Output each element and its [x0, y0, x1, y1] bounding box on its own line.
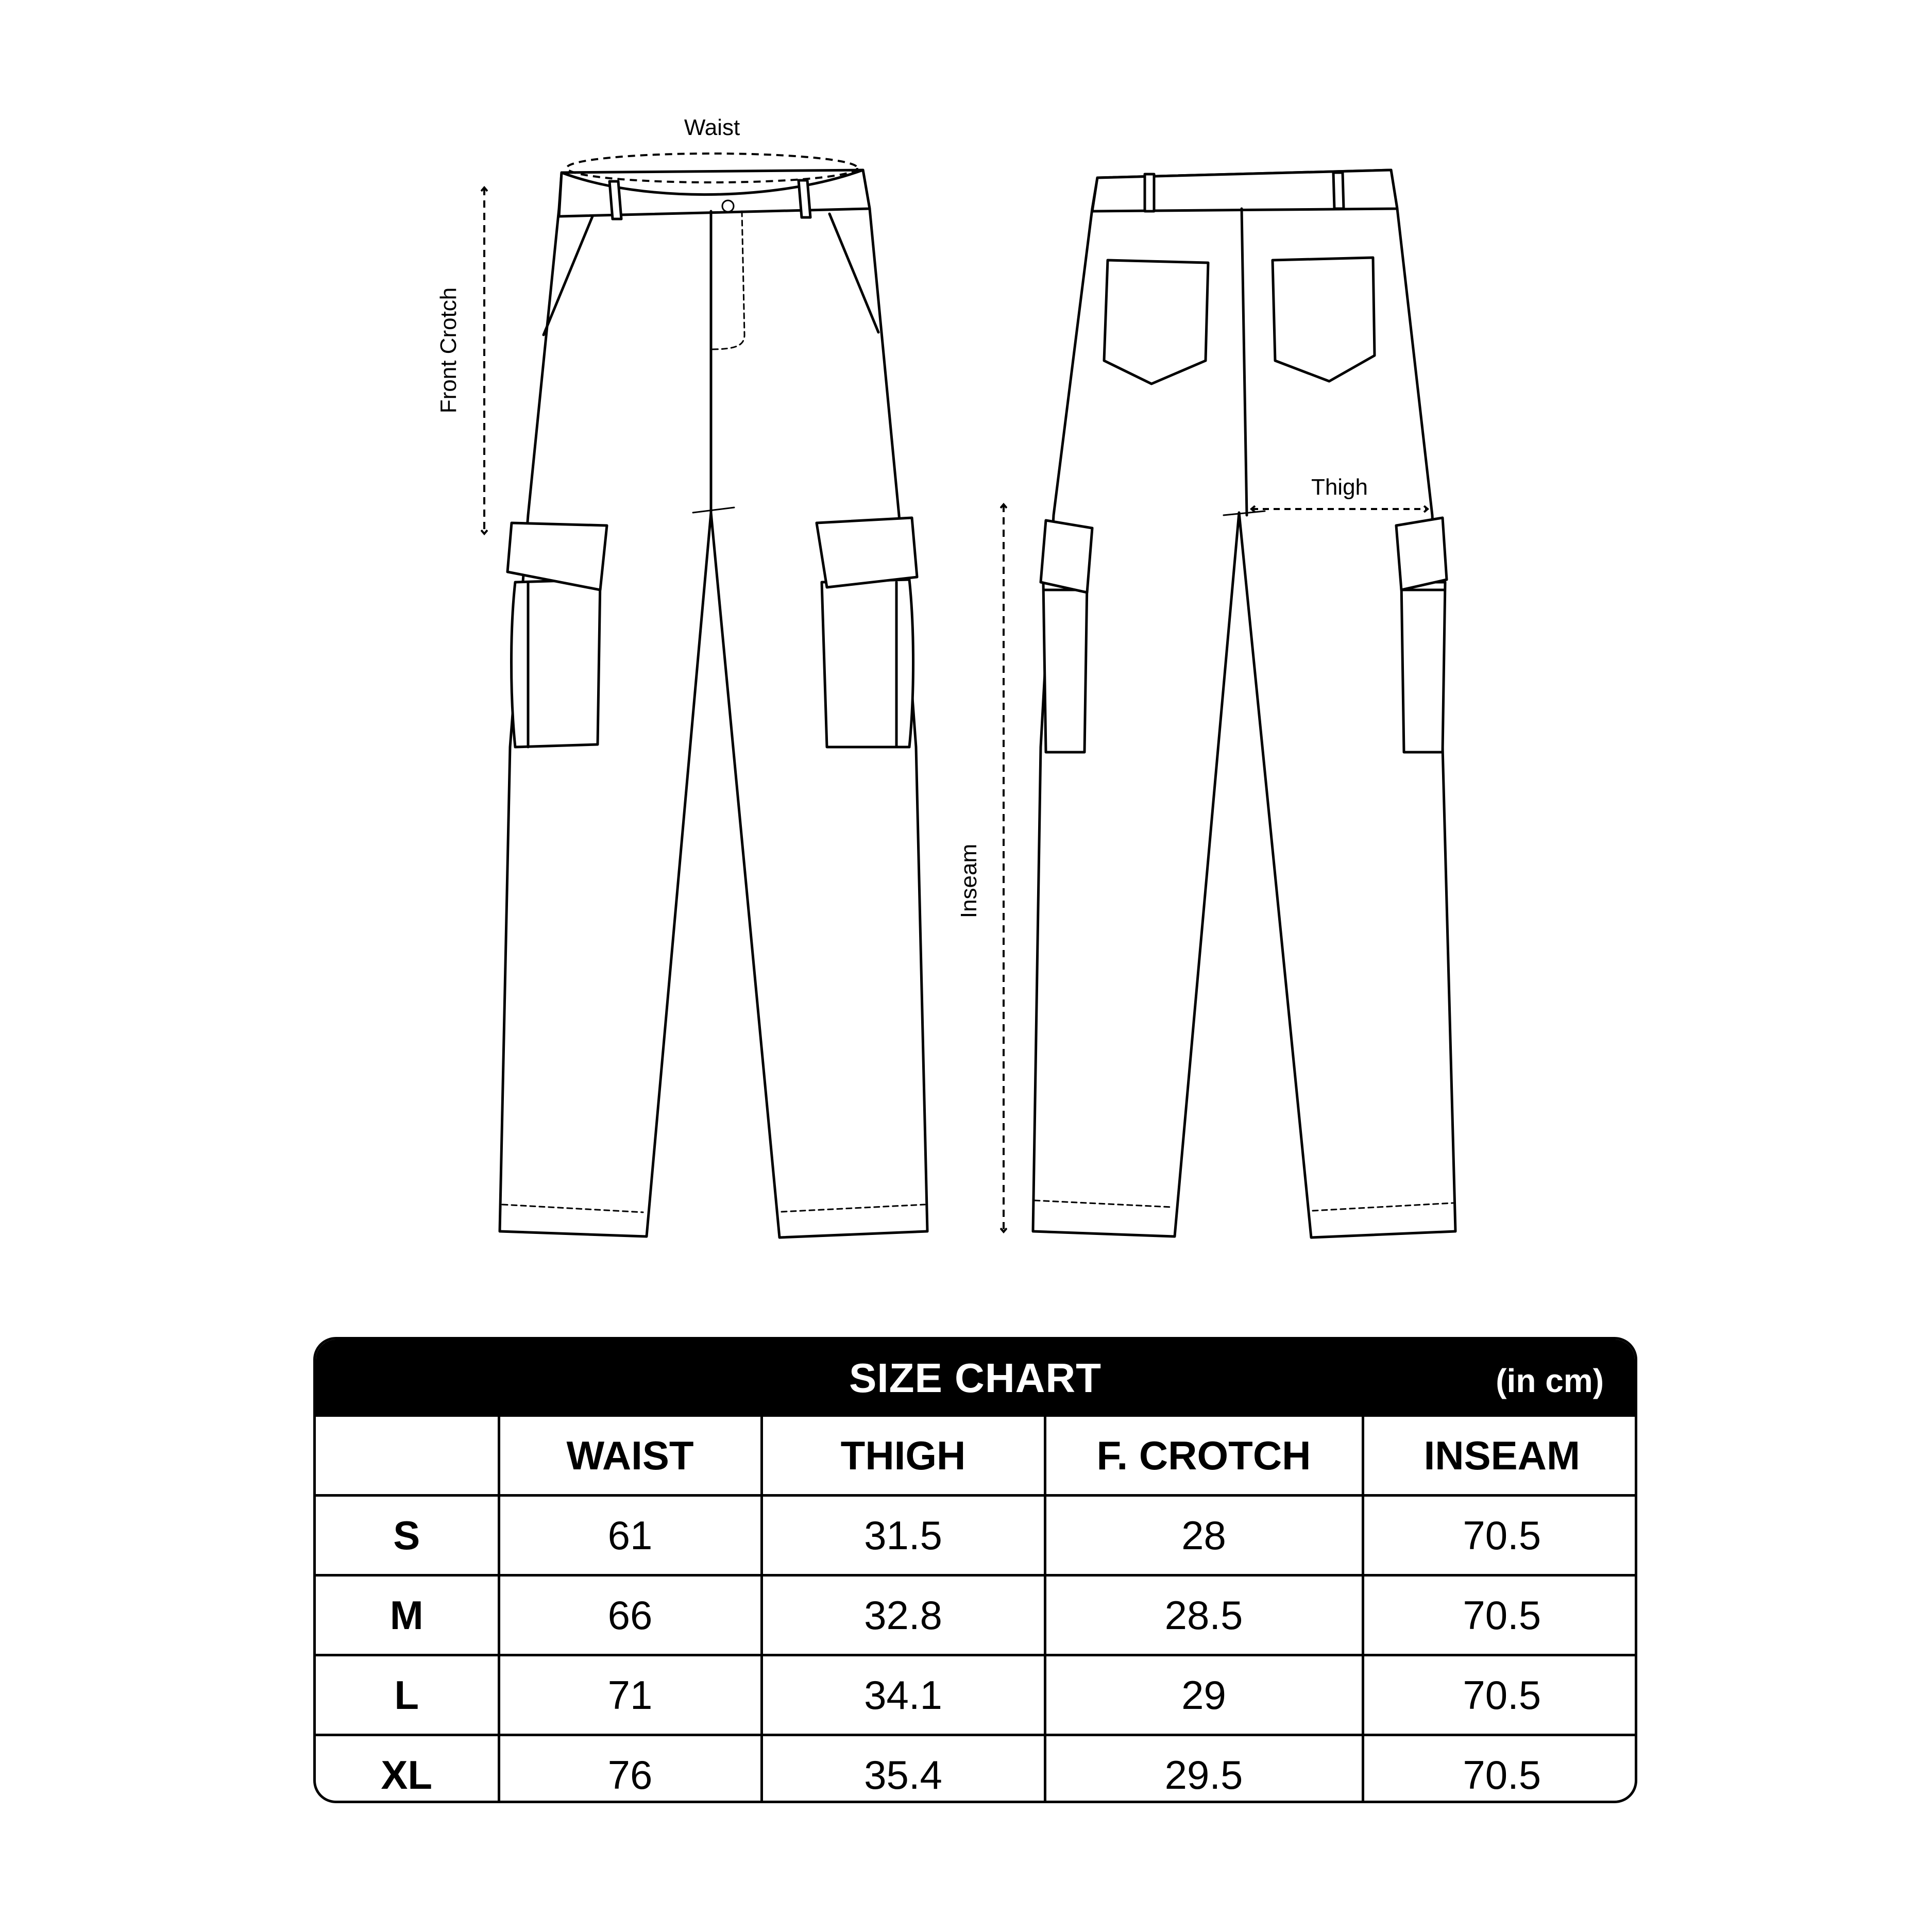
thigh-label: Thigh: [1311, 474, 1368, 500]
front-crotch-label: Front Crotch: [436, 287, 461, 414]
front-crotch-measure-guide: [436, 188, 484, 533]
cell-front-crotch: 29: [1045, 1655, 1363, 1735]
size-chart-title: SIZE CHART: [849, 1355, 1101, 1401]
size-chart-header: [316, 1340, 1635, 1417]
size-chart-unit: (in cm): [1496, 1362, 1604, 1399]
back-view-pants: [1033, 170, 1455, 1238]
cell-front-crotch: 29.5: [1045, 1735, 1363, 1804]
cell-front-crotch: 28.5: [1045, 1575, 1363, 1655]
waist-label: Waist: [684, 115, 740, 140]
cell-thigh: 34.1: [761, 1655, 1045, 1735]
table-row: [316, 1655, 1637, 1735]
front-view-pants: [500, 170, 927, 1238]
column-header-blank: [316, 1417, 499, 1496]
cell-front-crotch: 28: [1045, 1496, 1363, 1575]
cell-thigh: 32.8: [761, 1575, 1045, 1655]
size-label: S: [316, 1496, 499, 1575]
column-header-front-crotch: F. CROTCH: [1045, 1417, 1363, 1496]
table-row: [316, 1496, 1637, 1575]
size-label: M: [316, 1575, 499, 1655]
column-header-inseam: INSEAM: [1363, 1417, 1637, 1496]
cell-waist: 71: [499, 1655, 761, 1735]
cell-thigh: 35.4: [761, 1735, 1045, 1804]
size-label: XL: [316, 1735, 499, 1804]
cell-waist: 66: [499, 1575, 761, 1655]
cell-thigh: 31.5: [761, 1496, 1045, 1575]
column-header-thigh: THIGH: [761, 1417, 1045, 1496]
column-header-waist: WAIST: [499, 1417, 761, 1496]
inseam-measure-guide: [956, 505, 1004, 1231]
cell-inseam: 70.5: [1363, 1496, 1637, 1575]
cell-waist: 76: [499, 1735, 761, 1804]
table-row: [316, 1575, 1637, 1655]
cell-inseam: 70.5: [1363, 1735, 1637, 1804]
size-chart: [313, 1337, 1637, 1803]
inseam-label: Inseam: [956, 843, 981, 919]
table-header-row: [316, 1417, 1637, 1496]
size-label: L: [316, 1655, 499, 1735]
size-table: [316, 1417, 1637, 1803]
cell-waist: 61: [499, 1496, 761, 1575]
cell-inseam: 70.5: [1363, 1655, 1637, 1735]
cell-inseam: 70.5: [1363, 1575, 1637, 1655]
table-row: [316, 1735, 1637, 1804]
